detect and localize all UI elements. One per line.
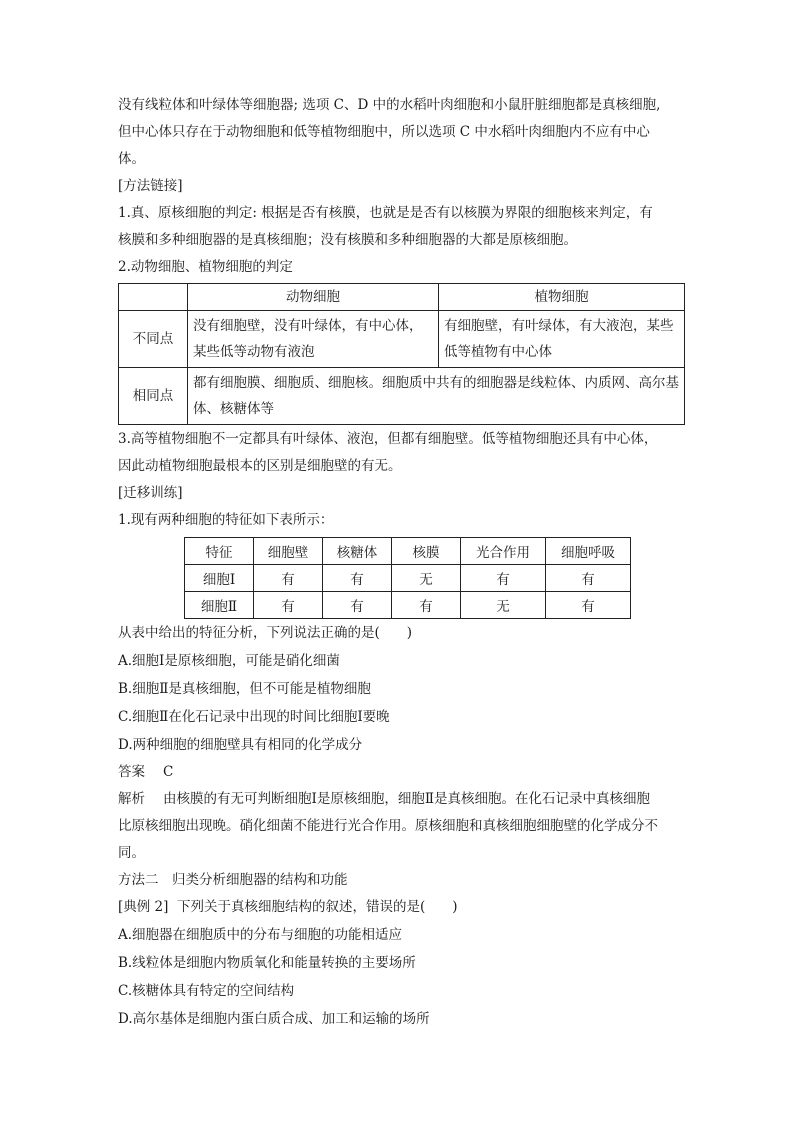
feature-header: 核糖体 bbox=[323, 538, 392, 565]
table-header-empty bbox=[119, 284, 188, 311]
table-cell: 有 bbox=[461, 565, 546, 592]
method-2-title: 方法二 归类分析细胞器的结构和功能 bbox=[118, 872, 348, 888]
example-2-option-a: A.细胞器在细胞质中的分布与细胞的功能相适应 bbox=[118, 927, 403, 943]
table-header-row bbox=[119, 284, 685, 311]
answer-value: C bbox=[163, 764, 174, 780]
table-row-difference bbox=[119, 311, 685, 368]
feature-header: 细胞呼吸 bbox=[546, 538, 631, 565]
table-cell: 有 bbox=[323, 592, 392, 619]
feature-header: 特征 bbox=[185, 538, 254, 565]
table-row-similarity bbox=[119, 368, 685, 425]
intro-line-3: 体。 bbox=[118, 151, 145, 167]
question-1-option-d: D.两种细胞的细胞壁具有相同的化学成分 bbox=[118, 737, 363, 753]
table-header-animal: 动物细胞 bbox=[188, 284, 439, 311]
animal-plant-comparison-table bbox=[118, 283, 685, 425]
analysis-line-2: 比原核细胞出现晚。硝化细菌不能进行光合作用。原核细胞和真核细胞细胞壁的化学成分不 bbox=[118, 818, 658, 834]
difference-label: 不同点 bbox=[119, 311, 188, 368]
table-row bbox=[185, 592, 631, 619]
question-1-stem: 1.现有两种细胞的特征如下表所示： bbox=[118, 512, 334, 528]
answer-label: 答案 bbox=[118, 764, 145, 780]
analysis-line-1 bbox=[118, 786, 688, 813]
method-point-2: 2.动物细胞、植物细胞的判定 bbox=[118, 259, 293, 275]
example-2-tag: [典例 2] bbox=[118, 899, 169, 915]
table-cell: 有 bbox=[546, 565, 631, 592]
intro-line-1: 没有线粒体和叶绿体等细胞器; 选项 C、D 中的水稻叶肉细胞和小鼠肝脏细胞都是真核细胞, bbox=[118, 97, 661, 113]
table-cell: 细胞Ⅱ bbox=[185, 592, 254, 619]
table-header-plant: 植物细胞 bbox=[439, 284, 685, 311]
method-link-tag: [方法链接] bbox=[118, 178, 183, 194]
question-1-option-c: C.细胞Ⅱ在化石记录中出现的时间比细胞Ⅰ要晚 bbox=[118, 709, 390, 725]
document-page bbox=[118, 92, 688, 1033]
method-point-3-line-1: 3.高等植物细胞不一定都具有叶绿体、液泡，但都有细胞壁。低等植物细胞还具有中心体， bbox=[118, 431, 658, 447]
difference-animal: 没有细胞壁，没有叶绿体，有中心体，某些低等动物有液泡 bbox=[188, 311, 439, 368]
table-cell: 有 bbox=[546, 592, 631, 619]
table-cell: 有 bbox=[323, 565, 392, 592]
method-point-1-line-2: 核膜和多种细胞器的是真核细胞；没有核膜和多种细胞器的大都是原核细胞。 bbox=[118, 232, 577, 248]
cell-feature-table bbox=[184, 537, 631, 619]
feature-header-row bbox=[185, 538, 631, 565]
analysis-line-3: 同。 bbox=[118, 845, 145, 861]
method-point-1-line-1: 1.真、原核细胞的判定: 根据是否有核膜，也就是是否有以核膜为界限的细胞核来判定，有 bbox=[118, 205, 653, 221]
transfer-training-tag: [迁移训练] bbox=[118, 485, 183, 501]
feature-header: 光合作用 bbox=[461, 538, 546, 565]
example-2-option-c: C.核糖体具有特定的空间结构 bbox=[118, 983, 295, 999]
question-1-option-b: B.细胞Ⅱ是真核细胞，但不可能是植物细胞 bbox=[118, 681, 371, 697]
example-2-line bbox=[118, 894, 688, 921]
analysis-text-1: 由核膜的有无可判断细胞Ⅰ是原核细胞，细胞Ⅱ是真核细胞。在化石记录中真核细胞 bbox=[163, 791, 651, 807]
question-1-question: 从表中给出的特征分析，下列说法正确的是( ) bbox=[118, 625, 413, 641]
table-row bbox=[185, 565, 631, 592]
table-cell: 有 bbox=[254, 592, 323, 619]
example-2-stem: 下列关于真核细胞结构的叙述，错误的是( ) bbox=[177, 899, 458, 915]
similarity-text: 都有细胞膜、细胞质、细胞核。细胞质中共有的细胞器是线粒体、内质网、高尔基体、核糖体等 bbox=[188, 368, 685, 425]
intro-line-2: 但中心体只存在于动物细胞和低等植物细胞中，所以选项 C 中水稻叶肉细胞内不应有中心 bbox=[118, 124, 650, 140]
feature-header: 核膜 bbox=[392, 538, 461, 565]
table-cell: 无 bbox=[461, 592, 546, 619]
table-cell: 细胞Ⅰ bbox=[185, 565, 254, 592]
example-2-option-b: B.线粒体是细胞内物质氧化和能量转换的主要场所 bbox=[118, 955, 416, 971]
table-cell: 有 bbox=[392, 592, 461, 619]
feature-header: 细胞壁 bbox=[254, 538, 323, 565]
method-point-3-line-2: 因此动植物细胞最根本的区别是细胞壁的有无。 bbox=[118, 458, 402, 474]
table-cell: 无 bbox=[392, 565, 461, 592]
answer-line bbox=[118, 759, 688, 786]
example-2-option-d: D.高尔基体是细胞内蛋白质合成、加工和运输的场所 bbox=[118, 1011, 430, 1027]
table-cell: 有 bbox=[254, 565, 323, 592]
analysis-label: 解析 bbox=[118, 791, 145, 807]
question-1-option-a: A.细胞Ⅰ是原核细胞，可能是硝化细菌 bbox=[118, 653, 340, 669]
difference-plant: 有细胞壁，有叶绿体，有大液泡，某些低等植物有中心体 bbox=[439, 311, 685, 368]
similarity-label: 相同点 bbox=[119, 368, 188, 425]
